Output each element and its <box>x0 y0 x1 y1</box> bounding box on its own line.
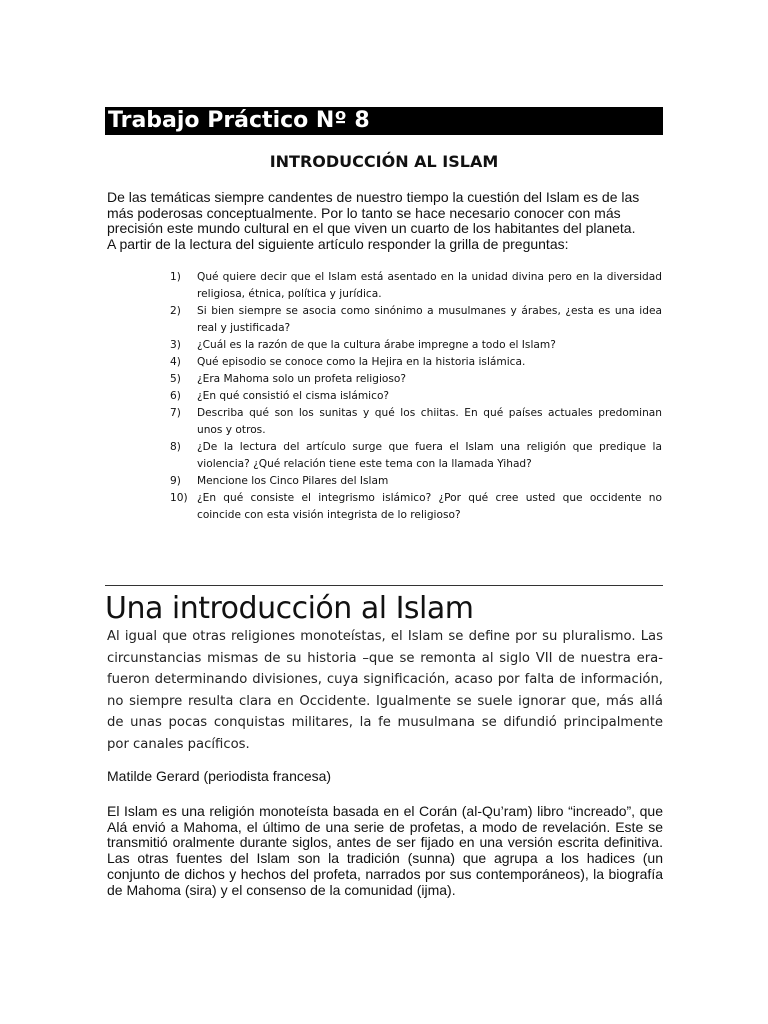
article-body: El Islam es una religión monoteísta basada en el Corán (al-Qu’ram) libro “increado”, que Alá envió a Mahoma, el último de una serie de profetas, a modo de revelación. Este se transmitió oralmente durante siglos, antes de ser fijado en una versión escrita definitiva. Las otras fuentes del Islam son la tradición (sunna) que agrupa a los hadices (un conjunto de dichos y hechos del profeta, narrados por sus contemporáneos), la biografía de Mahoma (sira) y el consenso de la comunidad (ijma). <box>107 803 663 898</box>
question-text: Mencione los Cinco Pilares del Islam <box>197 475 389 487</box>
question-text: ¿Cuál es la razón de que la cultura árabe impregne a todo el Islam? <box>197 339 556 351</box>
question-text: ¿En qué consistió el cisma islámico? <box>197 390 390 402</box>
question-item <box>170 439 662 473</box>
question-item <box>170 337 662 354</box>
section-heading: INTRODUCCIÓN AL ISLAM <box>269 152 499 171</box>
question-text: ¿Era Mahoma solo un profeta religioso? <box>197 373 407 385</box>
question-item <box>170 354 662 371</box>
question-number: 5) <box>170 373 181 385</box>
question-number: 7) <box>170 407 181 419</box>
question-item <box>170 269 662 303</box>
question-text: Qué episodio se conoce como la Hejira en la historia islámica. <box>197 356 526 368</box>
question-number: 3) <box>170 339 181 351</box>
question-item <box>170 490 662 524</box>
question-text: Describa qué son los sunitas y qué los chiitas. En qué países actuales predominan unos y otros. <box>197 407 662 436</box>
question-number: 6) <box>170 390 181 402</box>
question-number: 2) <box>170 305 181 317</box>
question-number: 10) <box>170 492 188 504</box>
intro-block <box>107 190 667 252</box>
question-item <box>170 388 662 405</box>
question-item <box>170 303 662 337</box>
question-text: Qué quiere decir que el Islam está asentado en la unidad divina pero en la diversidad religiosa, étnica, política y jurídica. <box>197 271 662 300</box>
question-item <box>170 405 662 439</box>
question-number: 4) <box>170 356 181 368</box>
article-lead: Al igual que otras religiones monoteístas, el Islam se define por su pluralismo. Las circunstancias mismas de su historia –que se remonta al siglo VII de nuestra era- fueron determinando divisiones, cuya significación, acaso por falta de información, no siempre resulta clara en Occidente. Igualmente se suele ignorar que, más allá de unas pocas conquistas militares, la fe musulmana se difundió principalmente por canales pacíficos. <box>107 629 663 752</box>
question-number: 1) <box>170 271 181 283</box>
question-number: 8) <box>170 441 181 453</box>
article-title: Una introducción al Islam <box>105 591 474 626</box>
intro-instruction: A partir de la lectura del siguiente artículo responder la grilla de preguntas: <box>107 235 569 252</box>
intro-paragraph: De las temáticas siempre candentes de nuestro tiempo la cuestión del Islam es de las más poderosas conceptualmente. Por lo tanto se hace necesario conocer con más precisión este mundo cultural en el que viven un cuarto de los habitantes del planeta. <box>107 189 640 236</box>
question-item <box>170 371 662 388</box>
question-text: ¿En qué consiste el integrismo islámico? ¿Por qué cree usted que occidente no coincide con esta visión integrista de lo religioso? <box>197 492 662 521</box>
article-author: Matilde Gerard (periodista francesa) <box>107 768 332 784</box>
question-number: 9) <box>170 475 181 487</box>
page-title: Trabajo Práctico Nº 8 <box>105 107 663 135</box>
question-item <box>170 473 662 490</box>
question-text: Si bien siempre se asocia como sinónimo a musulmanes y árabes, ¿esta es una idea real y justificada? <box>197 305 662 334</box>
question-list <box>170 269 662 524</box>
question-text: ¿De la lectura del artículo surge que fuera el Islam una religión que predique la violencia? ¿Qué relación tiene este tema con la llamada Yihad? <box>197 441 662 470</box>
section-divider <box>105 585 663 586</box>
